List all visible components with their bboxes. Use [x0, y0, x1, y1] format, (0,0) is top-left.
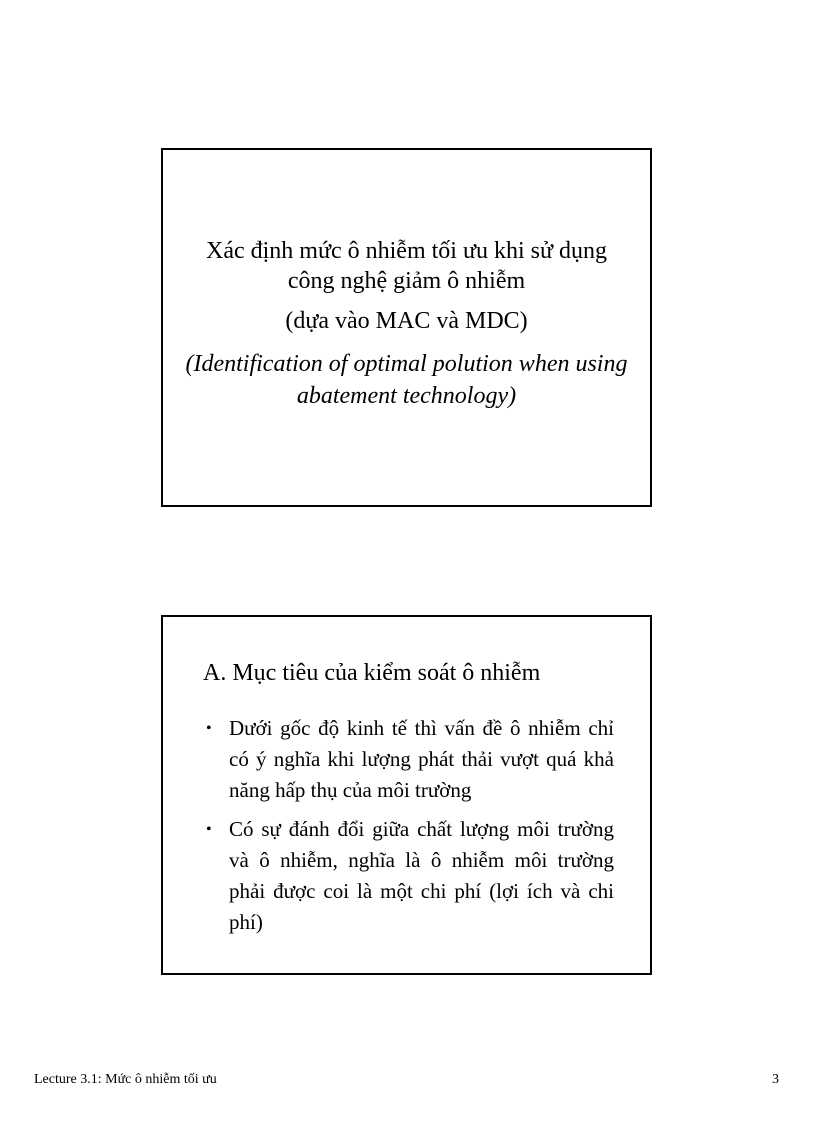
slide-1 [161, 148, 652, 507]
bullet-text: Dưới gốc độ kinh tế thì vấn đề ô nhiễm chỉ có ý nghĩa khi lượng phát thải vượt quá khả năng hấp thụ của môi trường [229, 716, 614, 802]
slide-2 [161, 615, 652, 975]
slide-1-title: Xác định mức ô nhiễm tối ưu khi sử dụng công nghệ giảm ô nhiễm [206, 238, 607, 294]
bullet-text: Có sự đánh đổi giữa chất lượng môi trường và ô nhiễm, nghĩa là ô nhiễm môi trường phải được coi là một chi phí (lợi ích và chi phí) [229, 817, 614, 934]
list-item [206, 713, 614, 806]
page-number: 3 [772, 1072, 779, 1087]
list-item [206, 814, 614, 938]
slide-1-subtitle: (dựa vào MAC và MDC) [285, 308, 528, 334]
slide-2-heading: A. Mục tiêu của kiểm soát ô nhiễm [203, 660, 541, 686]
slide-1-english-title: (Identification of optimal polution when using abatement technology) [185, 351, 628, 409]
slide-1-content [163, 236, 650, 412]
footer-lecture-title: Lecture 3.1: Mức ô nhiễm tối ưu [34, 1072, 217, 1087]
bullet-icon: • [206, 720, 212, 737]
bullet-list [206, 713, 614, 946]
bullet-icon: • [206, 821, 212, 838]
